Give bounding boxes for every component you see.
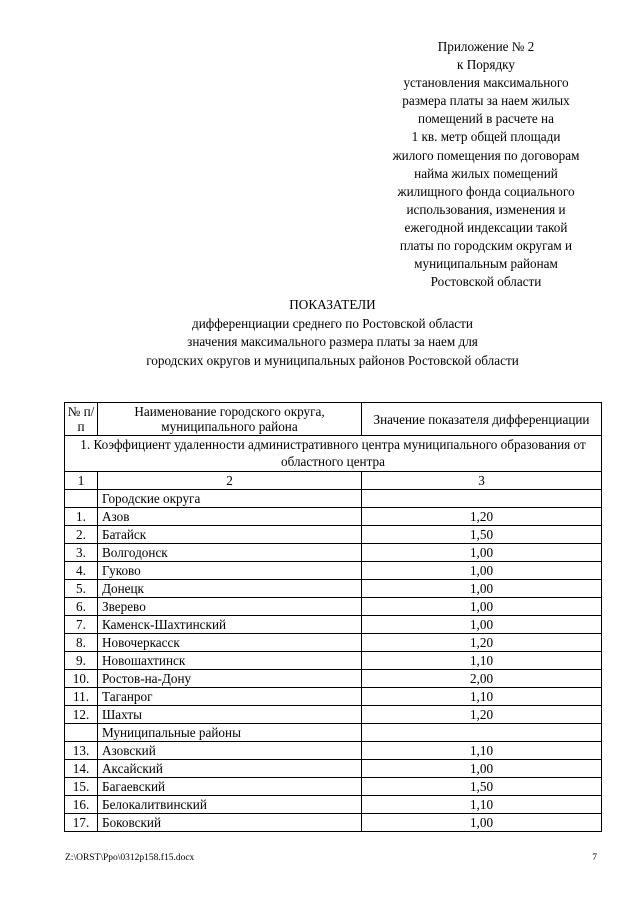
appendix-line: жилого помещения по договорам — [392, 147, 580, 163]
row-number: 15. — [65, 778, 98, 796]
row-value: 1,20 — [362, 634, 602, 652]
row-number: 10. — [65, 670, 98, 688]
table-row — [65, 508, 602, 526]
title-line: значения максимального размера платы за наем для — [187, 334, 478, 350]
row-name: Азовский — [98, 742, 362, 760]
row-name: Новочеркасск — [98, 634, 362, 652]
row-name: Донецк — [98, 580, 362, 598]
row-value: 1,10 — [362, 652, 602, 670]
table-row — [65, 580, 602, 598]
group-row-urban — [65, 490, 602, 508]
table-row — [65, 652, 602, 670]
row-name: Боковский — [98, 814, 362, 832]
row-number: 5. — [65, 580, 98, 598]
row-number: 13. — [65, 742, 98, 760]
table-row — [65, 670, 602, 688]
section-row — [65, 436, 602, 472]
appendix-line: Приложение № 2 — [437, 39, 535, 54]
row-value: 1,10 — [362, 742, 602, 760]
row-name: Гуково — [98, 562, 362, 580]
row-number: 9. — [65, 652, 98, 670]
row-value: 2,00 — [362, 670, 602, 688]
row-value: 1,00 — [362, 598, 602, 616]
row-name: Ростов-на-Дону — [98, 670, 362, 688]
document-title — [60, 296, 605, 370]
row-number: 12. — [65, 706, 98, 724]
appendix-line: платы по городским округам и — [399, 238, 573, 254]
row-value: 1,00 — [362, 814, 602, 832]
row-name: Батайск — [98, 526, 362, 544]
appendix-line: жилищного фонда социального — [397, 183, 575, 199]
row-value: 1,10 — [362, 688, 602, 706]
page-number: 7 — [592, 853, 597, 863]
row-name: Белокалитвинский — [98, 796, 362, 814]
row-number: 1. — [65, 508, 98, 526]
row-number: 16. — [65, 796, 98, 814]
row-value: 1,50 — [362, 526, 602, 544]
group-label-municipal: Муниципальные районы — [98, 724, 362, 742]
group-row-municipal — [65, 724, 602, 742]
col-number-1: 1 — [65, 472, 98, 490]
row-value: 1,00 — [362, 616, 602, 634]
table-row — [65, 688, 602, 706]
appendix-line: установления максимального — [403, 75, 569, 91]
row-name: Азов — [98, 508, 362, 526]
row-value: 1,20 — [362, 706, 602, 724]
table-row — [65, 598, 602, 616]
indicators-table — [64, 402, 602, 832]
row-value: 1,00 — [362, 544, 602, 562]
table-row — [65, 814, 602, 832]
row-number: 17. — [65, 814, 98, 832]
row-name: Новошахтинск — [98, 652, 362, 670]
title-heading: ПОКАЗАТЕЛИ — [289, 297, 376, 312]
file-path: Z:\ORST\Ppo\0312p158.f15.docx — [65, 853, 195, 863]
row-number: 4. — [65, 562, 98, 580]
row-value: 1,50 — [362, 778, 602, 796]
group-label-urban: Городские округа — [98, 490, 362, 508]
table-header-row — [65, 403, 602, 436]
appendix-line: ежегодной индексации такой — [404, 219, 568, 235]
row-value: 1,20 — [362, 508, 602, 526]
row-name: Таганрог — [98, 688, 362, 706]
row-name: Аксайский — [98, 760, 362, 778]
appendix-line: к Порядку — [456, 57, 515, 73]
row-name: Зверево — [98, 598, 362, 616]
header-value: Значение показателя дифференциации — [362, 403, 602, 436]
table-row — [65, 634, 602, 652]
row-name: Багаевский — [98, 778, 362, 796]
row-name: Шахты — [98, 706, 362, 724]
row-value: 1,00 — [362, 580, 602, 598]
row-value: 1,10 — [362, 796, 602, 814]
appendix-line: Ростовской области — [430, 274, 542, 290]
table-row — [65, 562, 602, 580]
table-row — [65, 544, 602, 562]
section-title: 1. Коэффициент удаленности административного центра муниципального образования от областного центра — [65, 436, 602, 472]
row-number: 3. — [65, 544, 98, 562]
table-row — [65, 778, 602, 796]
table-row — [65, 796, 602, 814]
appendix-line: использования, изменения и — [406, 201, 566, 217]
col-number-2: 2 — [98, 472, 362, 490]
header-name: Наименование городского округа, муниципального района — [98, 403, 362, 436]
row-number: 14. — [65, 760, 98, 778]
appendix-line: помещений в расчете на — [418, 111, 554, 127]
column-numbers-row — [65, 472, 602, 490]
table-row — [65, 706, 602, 724]
header-num: № п/п — [65, 403, 98, 436]
table-row — [65, 616, 602, 634]
row-number: 2. — [65, 526, 98, 544]
table-row — [65, 760, 602, 778]
col-number-3: 3 — [362, 472, 602, 490]
row-number: 8. — [65, 634, 98, 652]
appendix-line: муниципальным районам — [414, 256, 558, 272]
table-row — [65, 742, 602, 760]
row-name: Каменск-Шахтинский — [98, 616, 362, 634]
row-name: Волгодонск — [98, 544, 362, 562]
row-number: 11. — [65, 688, 98, 706]
row-number: 7. — [65, 616, 98, 634]
appendix-line: найма жилых помещений — [414, 165, 558, 181]
row-number: 6. — [65, 598, 98, 616]
appendix-header — [360, 38, 612, 291]
appendix-line: размера платы за наем жилых — [402, 93, 570, 109]
row-value: 1,00 — [362, 760, 602, 778]
title-line: дифференциации среднего по Ростовской области — [192, 315, 473, 331]
table-row — [65, 526, 602, 544]
row-value: 1,00 — [362, 562, 602, 580]
appendix-line: 1 кв. метр общей площади — [411, 129, 561, 145]
title-line: городских округов и муниципальных районов Ростовской области — [146, 352, 519, 368]
